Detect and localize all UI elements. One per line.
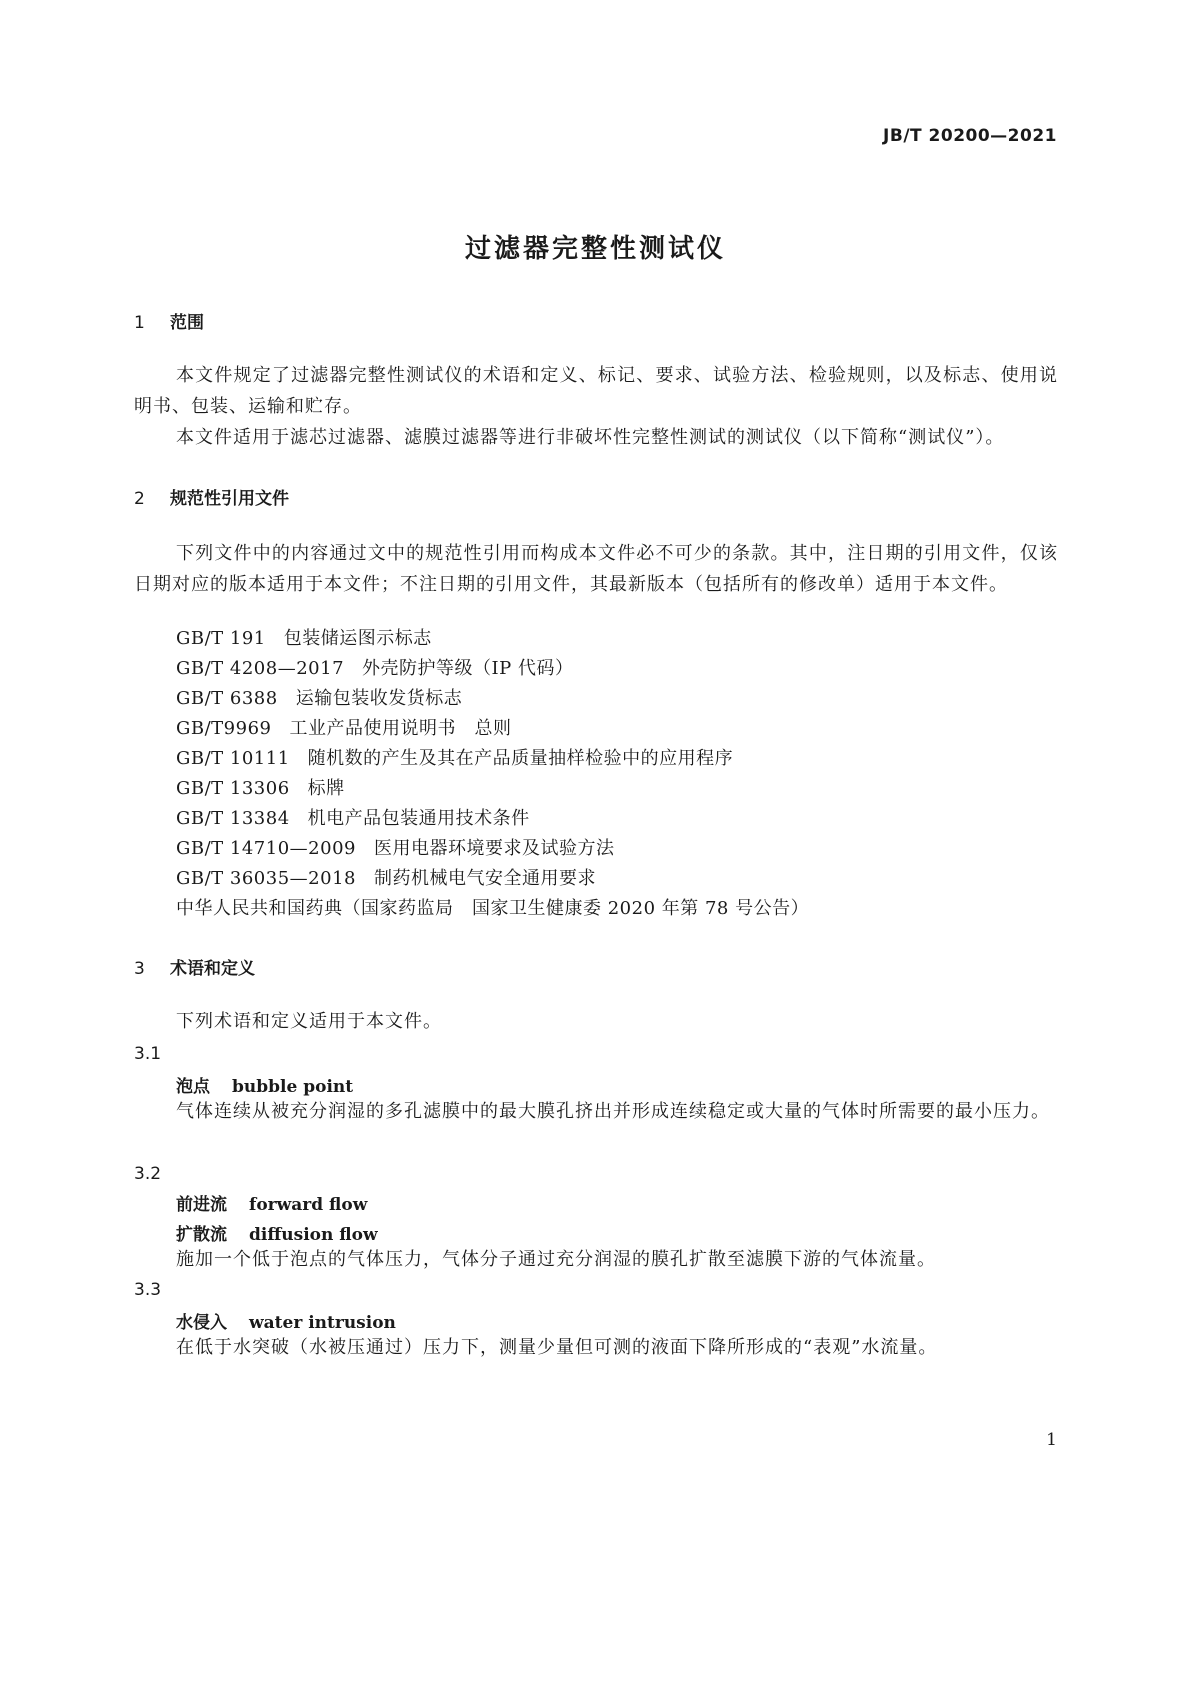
standard-number: JB/T 20200—2021 xyxy=(883,126,1057,146)
reference-name: 包装储运图示标志 xyxy=(283,628,432,649)
scope-paragraph-2: 本文件适用于滤芯过滤器、滤膜过滤器等进行非破坏性完整性测试的测试仪（以下简称“测试仪”）。 xyxy=(176,427,1005,448)
term-number: 3.1 xyxy=(134,1044,162,1064)
scope-paragraph-1: 本文件规定了过滤器完整性测试仪的术语和定义、标记、要求、试验方法、检验规则，以及标志、使用说明书、包装、运输和贮存。 xyxy=(134,365,1058,417)
reference-name: 随机数的产生及其在产品质量抽样检验中的应用程序 xyxy=(307,748,734,769)
reference-name: 标牌 xyxy=(307,778,345,799)
reference-name: 工业产品使用说明书 总则 xyxy=(289,718,512,739)
page-number: 1 xyxy=(1046,1430,1057,1450)
term-number: 3.3 xyxy=(134,1280,162,1300)
reference-code: GB/T 36035—2018 xyxy=(176,868,356,889)
term-heading-synonym xyxy=(176,1220,378,1245)
section-title: 范围 xyxy=(170,313,204,333)
normative-references-intro: 下列文件中的内容通过文中的规范性引用而构成本文件必不可少的条款。其中，注日期的引用文件，仅该日期对应的版本适用于本文件；不注日期的引用文件，其最新版本（包括所有的修改单）适用于本文件。 xyxy=(134,543,1058,595)
term-definition: 在低于水突破（水被压通过）压力下，测量少量但可测的液面下降所形成的“表观”水流量。 xyxy=(176,1337,938,1358)
term-en: diffusion flow xyxy=(249,1225,378,1245)
reference-code: GB/T 13384 xyxy=(176,808,290,829)
reference-name: 外壳防护等级（IP 代码） xyxy=(362,658,574,679)
reference-item xyxy=(176,834,614,864)
reference-item xyxy=(176,624,432,654)
term-zh: 扩散流 xyxy=(176,1225,227,1245)
term-heading xyxy=(176,1190,367,1215)
section-number: 1 xyxy=(134,313,145,333)
reference-name: 医用电器环境要求及试验方法 xyxy=(373,838,615,859)
reference-code: GB/T 13306 xyxy=(176,778,290,799)
term-definition: 施加一个低于泡点的气体压力，气体分子通过充分润湿的膜孔扩散至滤膜下游的气体流量。 xyxy=(176,1249,936,1270)
section-3-heading xyxy=(134,954,255,979)
document-title: 过滤器完整性测试仪 xyxy=(464,234,726,264)
reference-item xyxy=(176,744,733,774)
reference-item xyxy=(176,864,596,894)
term-en: bubble point xyxy=(232,1077,354,1097)
reference-code: GB/T 14710—2009 xyxy=(176,838,356,859)
reference-item xyxy=(176,774,345,804)
reference-name: 机电产品包装通用技术条件 xyxy=(307,808,530,829)
section-title: 术语和定义 xyxy=(170,959,255,979)
terms-intro: 下列术语和定义适用于本文件。 xyxy=(176,1011,442,1032)
term-zh: 水侵入 xyxy=(176,1313,227,1333)
reference-name: 运输包装收发货标志 xyxy=(295,688,463,709)
section-2-heading xyxy=(134,484,289,509)
section-number: 3 xyxy=(134,959,145,979)
reference-item xyxy=(176,684,462,714)
reference-code: GB/T 6388 xyxy=(176,688,278,709)
term-zh: 泡点 xyxy=(176,1077,210,1097)
reference-item xyxy=(176,714,512,744)
term-definition: 气体连续从被充分润湿的多孔滤膜中的最大膜孔挤出并形成连续稳定或大量的气体时所需要的最小压力。 xyxy=(176,1101,1050,1122)
term-number: 3.2 xyxy=(134,1164,162,1184)
reference-item-pharmacopoeia: 中华人民共和国药典（国家药监局 国家卫生健康委 2020 年第 78 号公告） xyxy=(176,898,810,919)
reference-item xyxy=(176,654,573,684)
section-number: 2 xyxy=(134,489,145,509)
reference-code: GB/T 191 xyxy=(176,628,266,649)
term-heading xyxy=(176,1072,353,1097)
reference-code: GB/T 10111 xyxy=(176,748,290,769)
term-zh: 前进流 xyxy=(176,1195,227,1215)
reference-code: GB/T9969 xyxy=(176,718,272,739)
section-1-heading xyxy=(134,308,204,333)
term-en: forward flow xyxy=(249,1195,368,1215)
section-title: 规范性引用文件 xyxy=(170,489,289,509)
reference-item xyxy=(176,804,530,834)
reference-name: 制药机械电气安全通用要求 xyxy=(373,868,596,889)
term-heading xyxy=(176,1308,396,1333)
term-en: water intrusion xyxy=(249,1313,396,1333)
reference-code: GB/T 4208—2017 xyxy=(176,658,345,679)
